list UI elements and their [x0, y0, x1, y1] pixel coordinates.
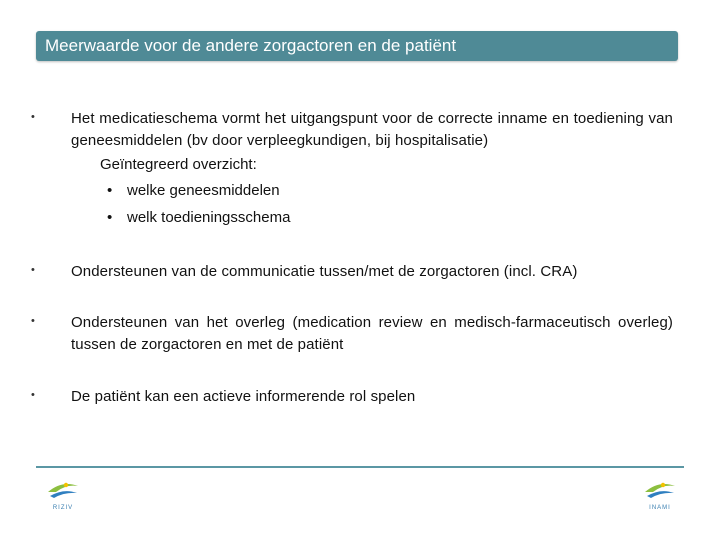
riziv-logo-label: RIZIV: [52, 505, 74, 511]
title-bar: [36, 31, 678, 61]
riziv-logo: [44, 478, 82, 514]
bullet-text-1: Het medicatieschema vormt het uitgangspunt voor de correcte inname en toediening van geneesmiddelen (bv door verpleegkundigen, bij hospitalisatie): [71, 110, 673, 149]
bullet-marker: •: [31, 264, 35, 276]
bullet-marker: •: [31, 315, 35, 327]
sub-heading: Geïntegreerd overzicht:: [100, 156, 257, 173]
bullet-text-4: De patiënt kan een actieve informerende rol spelen: [71, 388, 416, 405]
sub-item-text: welke geneesmiddelen: [127, 182, 280, 199]
bullet-text-3: Ondersteunen van het overleg (medication review en medisch-farmaceutisch overleg) tussen de zorgactoren en met de patiënt: [71, 314, 673, 353]
sub-item-2: [107, 209, 290, 226]
bullet-marker: •: [31, 389, 35, 401]
bullet-marker: •: [31, 111, 35, 123]
sub-bullet-marker: •: [107, 209, 113, 226]
sub-bullet-marker: •: [107, 182, 113, 199]
inami-logo-icon: [641, 478, 679, 504]
sub-item-text: welk toedieningsschema: [127, 209, 291, 226]
inami-logo-label: INAMI: [649, 505, 671, 511]
bullet-text-2: Ondersteunen van de communicatie tussen/met de zorgactoren (incl. CRA): [71, 263, 578, 280]
riziv-logo-icon: [44, 478, 82, 504]
sub-item-1: [107, 182, 280, 199]
slide-title: Meerwaarde voor de andere zorgactoren en de patiënt: [45, 36, 457, 55]
footer-divider: [36, 466, 684, 468]
inami-logo: [641, 478, 679, 514]
